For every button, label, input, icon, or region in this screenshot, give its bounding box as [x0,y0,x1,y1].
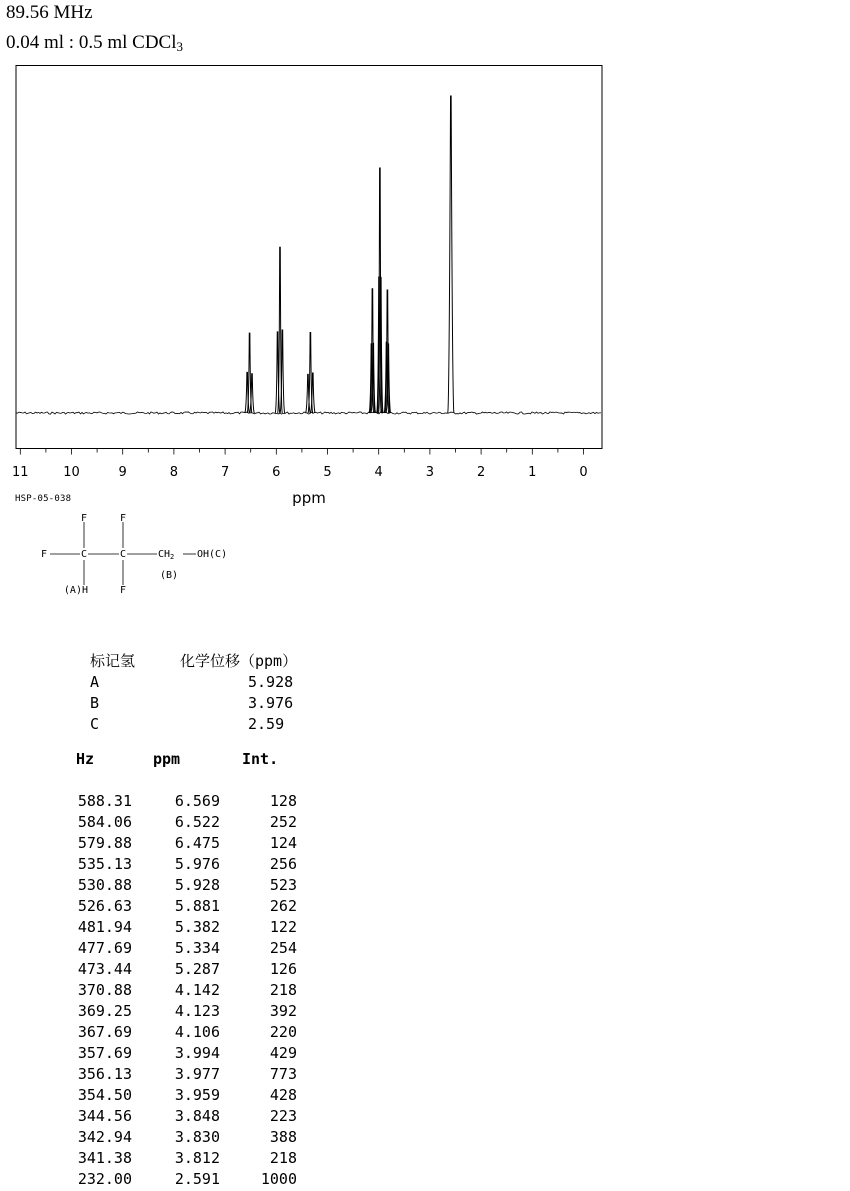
x-axis-label: ppm [292,489,326,507]
peak-intensity: 429 [269,1044,297,1062]
nmr-spectrum-chart [0,60,620,510]
peak-hz: 354.50 [77,1086,132,1104]
assignment-label: A [90,673,100,691]
solvent-info [6,32,183,58]
peak-hz: 341.38 [77,1149,132,1167]
group-oh: OH(C) [197,549,228,560]
peak-hz: 369.25 [77,1002,132,1020]
peak-hz: 481.94 [77,918,132,936]
peak-ppm: 3.848 [174,1107,220,1125]
peak-hz: 473.44 [77,960,132,978]
peak-intensity: 126 [269,960,297,978]
peak-hz: 342.94 [77,1128,132,1146]
peak-intensity: 256 [269,855,297,873]
assignment-shift: 2.59 [248,715,285,733]
assignment-header-shift: 化学位移（ppm） [180,652,298,670]
peak-ppm: 5.287 [174,960,220,978]
x-tick-label: 10 [63,465,80,480]
assignment-header-label: 标记氢 [90,652,136,670]
peak-ppm: 2.591 [174,1170,220,1188]
peak-hz: 232.00 [77,1170,132,1188]
header-int: Int. [242,750,279,768]
peak-intensity: 428 [269,1086,297,1104]
peak-ppm: 5.976 [174,855,220,873]
peak-intensity: 254 [269,939,297,957]
peak-ppm: 6.569 [174,792,220,810]
peak-intensity: 1000 [260,1170,297,1188]
x-tick-label: 3 [425,465,435,480]
peak-intensity: 392 [269,1002,297,1020]
peak-intensity: 523 [269,876,297,894]
assignment-label: C [90,715,100,733]
x-tick-label: 1 [528,465,537,480]
peak-intensity: 124 [269,834,297,852]
peak-hz: 530.88 [77,876,132,894]
peak-ppm: 3.959 [174,1086,220,1104]
peak-intensity: 388 [269,1128,297,1146]
atom-f-left: F [40,549,48,560]
peak-hz: 526.63 [77,897,132,915]
peak-hz: 477.69 [77,939,132,957]
molecule-structure [30,508,260,603]
header-hz: Hz [76,750,95,768]
peak-intensity: 218 [269,981,297,999]
ch2-subscript: 2 [170,553,175,561]
label-b: (B) [160,570,179,581]
x-tick-label: 2 [476,465,486,480]
atom-h-label-a: (A)H [63,585,88,596]
ch2-text: CH [158,549,171,560]
peak-intensity: 262 [269,897,297,915]
x-tick-label: 5 [323,465,332,480]
x-tick-label: 7 [220,465,230,480]
atom-f-bottom: F [119,585,127,596]
peak-hz: 367.69 [77,1023,132,1041]
atom-f-top-2: F [119,513,127,524]
peak-ppm: 5.382 [174,918,220,936]
peak-hz: 357.69 [77,1044,132,1062]
header-ppm: ppm [153,750,181,768]
peak-ppm: 3.977 [174,1065,220,1083]
peak-ppm: 5.334 [174,939,220,957]
sample-id: HSP-05-038 [15,494,72,504]
assignment-label: B [90,694,100,712]
peak-ppm: 3.812 [174,1149,220,1167]
assignment-shift: 3.976 [248,694,294,712]
peak-intensity: 252 [269,813,297,831]
peak-ppm: 4.106 [174,1023,220,1041]
peak-hz: 535.13 [77,855,132,873]
solvent-subscript: 3 [176,39,183,54]
solvent-text: 0.04 ml : 0.5 ml CDCl [6,32,177,53]
peak-hz: 370.88 [77,981,132,999]
peak-intensity: 223 [269,1107,297,1125]
peak-intensity: 773 [269,1065,297,1083]
group-ch2 [158,549,174,561]
peak-ppm: 3.830 [174,1128,220,1146]
peak-ppm: 6.522 [174,813,220,831]
x-tick-label: 9 [118,465,127,480]
spectrometer-frequency: 89.56 MHz [6,2,93,23]
peak-intensity: 218 [269,1149,297,1167]
x-axis [12,449,588,481]
peak-intensity: 128 [269,792,297,810]
peak-intensity: 122 [269,918,297,936]
peak-ppm: 5.881 [174,897,220,915]
peak-hz: 579.88 [77,834,132,852]
peak-ppm: 6.475 [174,834,220,852]
peak-hz: 356.13 [77,1065,132,1083]
atom-c1: C [80,549,88,560]
spectrum-peak [448,96,454,413]
peak-hz: 344.56 [77,1107,132,1125]
atom-f-top-1: F [80,513,88,524]
x-tick-label: 6 [272,465,281,480]
peak-hz: 588.31 [77,792,132,810]
atom-c2: C [119,549,127,560]
peak-intensity: 220 [269,1023,297,1041]
peak-ppm: 3.994 [174,1044,220,1062]
assignment-shift: 5.928 [248,673,294,691]
peak-ppm: 4.123 [174,1002,220,1020]
x-tick-label: 4 [374,465,383,480]
peak-ppm: 5.928 [174,876,220,894]
peak-ppm: 4.142 [174,981,220,999]
x-tick-label: 0 [579,465,588,480]
x-tick-label: 8 [169,465,179,480]
x-tick-label: 11 [12,465,29,480]
spectrum-peaks [245,96,454,413]
peak-hz: 584.06 [77,813,132,831]
